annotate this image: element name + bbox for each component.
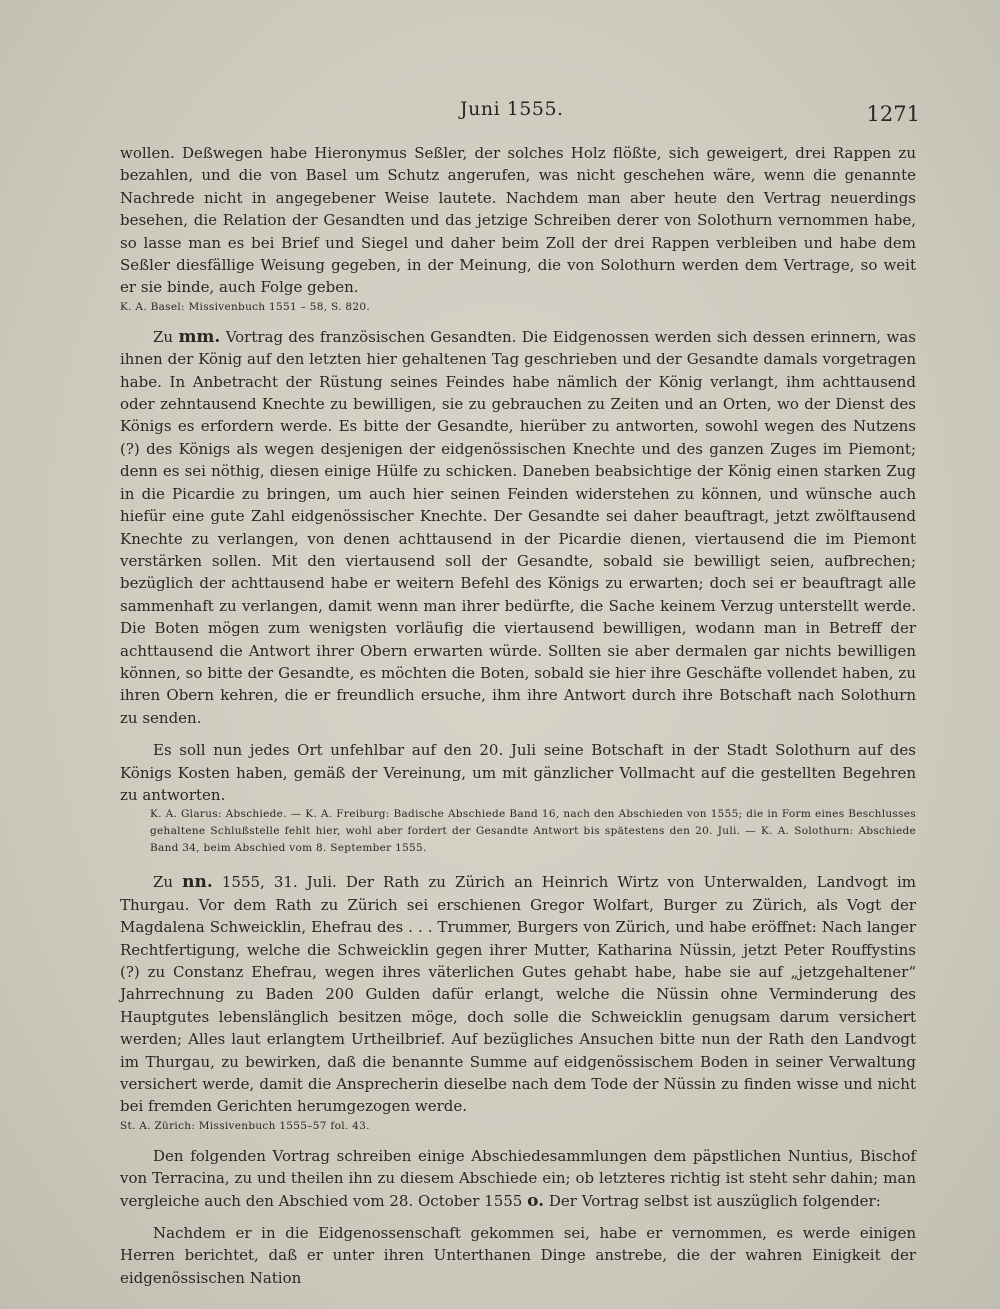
- source-citation-mm: K. A. Glarus: Abschiede. — K. A. Freiburg: Badische Abschiede Band 16, nach den Abschieden von 1555; die in Form eines Beschlusses gehaltene Schlußstelle fehlt hier, wohl aber fordert der Gesandte Antwort bis spätestens den 20. Juli. — K. A. Solothurn: Abschiede Band 34, beim Abschied vom 8. September 1555.: [150, 808, 916, 855]
- section-text-mm: Vortrag des französischen Gesandten. Die Eidgenossen werden sich dessen erinnern, was ihnen der König auf den letzten hier gehaltenen Tag geschrieben und der Gesandte damals vorgetragen habe. In Anbetracht der Rüstung seines Feindes habe nämlich der König verlangt, ihm achttausend oder zehntausend Knechte zu bewilligen, sie zu gebrauchen zu Zeiten und an Orten, wo der Dienst des Königs es erfordern werde. Es bitte der Gesandte, hierüber zu antworten, sowohl wegen des Nutzens (?) des Königs als wegen desjenigen der eidgenössischen Knechte und des ganzen Zuges im Piemont; denn es sei nöthig, diesen einige Hülfe zu schicken. Daneben beabsichtige der König einen starken Zug in die Picardie zu bringen, um auch hier seinen Feinden widerstehen zu können, und wünsche auch hiefür eine gute Zahl eidgenössischer Knechte. Der Gesandte sei daher beauftragt, jetzt zwölftausend Knechte zu verlangen, von denen achttausend in der Picardie dienen, viertausend die im Piemont verstärken sollen. Mit den viertausend soll der Gesandte, sobald sie bewilligt seien, aufbrechen; bezüglich der achttausend habe er weitern Befehl des Königs zu erwarten; doch sei er beauftragt alle sammenhaft zu verlangen, damit wenn man ihrer bedürfte, die Sache keinem Verzug unterstellt werde. Die Boten mögen zum wenigsten vorläufig die viertausend bewilligen, wodann man in Betreff der achttausend die Antwort ihrer Obern erwarten würde. Sollten sie aber dermalen gar nichts bewilligen können, so bitte der Gesandte, es möchten die Boten, sobald sie hier ihre Geschäfte vollendet haben, zu ihren Obern kehren, die er freundlich ersuche, ihm ihre Antwort durch ihre Botschaft nach Solothurn zu senden.: [120, 327, 916, 727]
- nuntius-intro-text: Den folgenden Vortrag schreiben einige Abschiedesammlungen dem päpstlichen Nuntius, Bischof von Terracina, zu und theilen ihn zu diesem Abschiede ein; ob letzteres richtig ist steht sehr dahin; man vergleiche auch den Abschied vom 28. October 1555: [120, 1146, 916, 1210]
- section-label-mm: mm.: [178, 326, 221, 347]
- nuntius-intro-text-end: Der Vortrag selbst ist auszüglich folgender:: [548, 1191, 881, 1210]
- paragraph-mm-resolution: Es soll nun jedes Ort unfehlbar auf den 20. Juli seine Botschaft in der Stadt Solothurn auf des Königs Kosten haben, gemäß der Vereinung, um mit gänzlicher Vollmacht auf die gestellten Begehren zu antworten.: [120, 741, 916, 804]
- spacer: [120, 1135, 916, 1145]
- paragraph-continuation: wollen. Deßwegen habe Hieronymus Seßler, der solches Holz flößte, sich geweigert, drei Rappen zu bezahlen, und die von Basel um Schutz angerufen, was nicht geschehen wäre, wenn die genannte Nachrede nicht in angegebener Weise lautete. Nachdem man aber heute den Vertrag neuerdings besehen, die Relation der Gesandten und das jetzige Schreiben derer von Solothurn vernommen habe, so lasse man es bei Brief und Siegel und daher beim Zoll der drei Rappen verbleiben und habe dem Seßler diesfällige Weisung gegeben, in der Meinung, die von Solothurn werden dem Vertrage, so weit er sie binde, auch Folge geben.: [120, 144, 916, 297]
- spacer: [120, 857, 916, 871]
- spacer: [120, 316, 916, 326]
- page-body: [120, 142, 916, 1289]
- section-label-nn: nn.: [182, 872, 213, 893]
- section-prefix-nn: Zu: [153, 873, 174, 892]
- section-text-nn: 1555, 31. Juli. Der Rath zu Zürich an Heinrich Wirtz von Unterwalden, Landvogt im Thurgau. Vor dem Rath zu Zürich sei erschienen Gregor Wolfart, Burger zu Zürich, als Vogt der Magdalena Schweicklin, Ehefrau des . . . Trummer, Burgers von Zürich, und habe eröffnet: Nach langer Rechtfertigung, welche die Schweicklin gegen ihrer Mutter, Katharina Nüssin, jetzt Peter Rouffystins (?) zu Constanz Ehefrau, wegen ihres väterlichen Gutes gehabt habe, habe sie auf „jetzgehaltener“ Jahrrechnung zu Baden 200 Gulden dafür erlangt, welche die Nüssin ohne Verminderung des Hauptgutes lebenslänglich besitzen möge, doch solle die Schweicklin genugsam darum versichert werden; Alles laut erlangtem Urtheilbrief. Auf bezügliches Ansuchen bitte nun der Rath den Landvogt im Thurgau, zu bewirken, daß die benannte Summe auf eidgenössischem Boden in seiner Verwaltung versichert werde, damit die Ansprecherin dieselbe nach dem Tode der Nüssin zu finden wisse und nicht bei fremden Gerichten herumgezogen werde.: [120, 873, 916, 1116]
- page-header: [120, 96, 920, 136]
- paragraph-mm: [120, 326, 916, 729]
- page-number: 1271: [866, 102, 920, 126]
- source-citation-zurich: St. A. Zürich: Missivenbuch 1555–57 fol. 43.: [120, 1119, 370, 1132]
- paragraph-nn: [120, 871, 916, 1117]
- paragraph-nuntius-address: Nachdem er in die Eidgenossenschaft gekommen sei, habe er vernommen, es werde einigen Herren berichtet, daß er unter ihren Unterthanen Dinge anstrebe, die der wahren Einigkeit der eidgenössischen Nation: [120, 1224, 916, 1287]
- abschied-mark-o: o.: [527, 1190, 545, 1211]
- source-citation-basel: K. A. Basel: Missivenbuch 1551 – 58, S. 820.: [120, 300, 370, 313]
- running-title: Juni 1555.: [460, 98, 564, 120]
- paragraph-nuntius-intro: [120, 1145, 916, 1212]
- section-prefix-mm: Zu: [153, 327, 174, 346]
- spacer: [120, 729, 916, 739]
- spacer: [120, 1212, 916, 1222]
